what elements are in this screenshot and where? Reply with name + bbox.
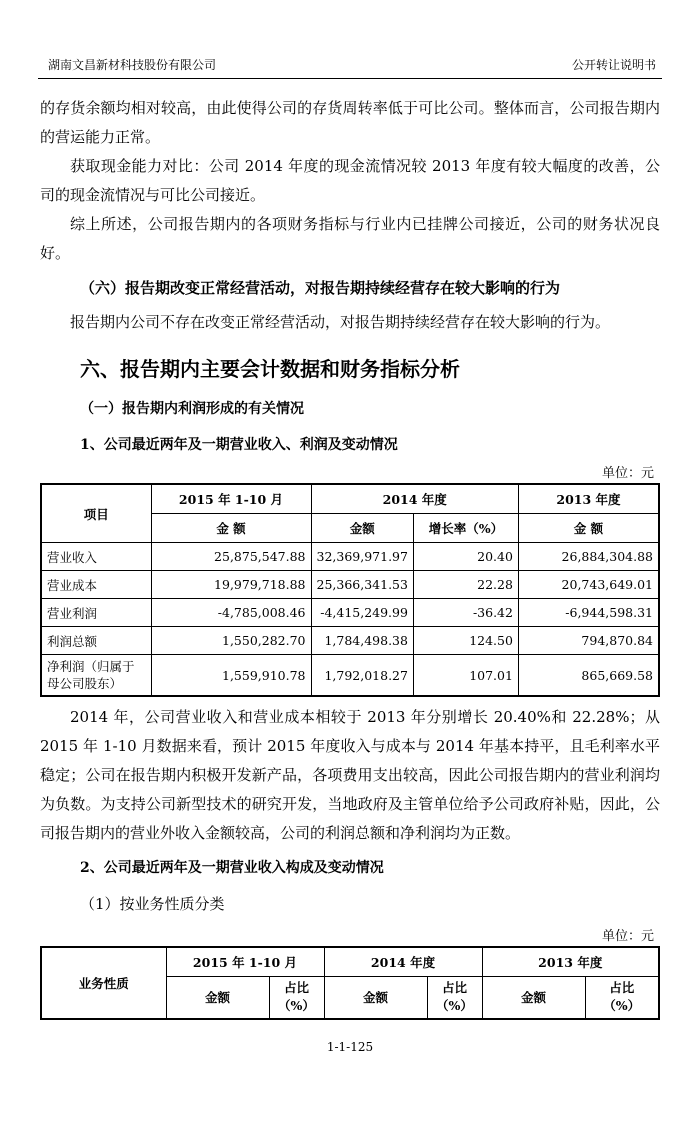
th-amount-2014: 金额 [311,514,413,543]
cell-2014: 1,784,498.38 [311,627,413,655]
th-ratio-2013 [585,977,659,1019]
header-doc-title: 公开转让说明书 [571,58,656,72]
profit-table [40,483,660,697]
table-row [41,655,659,697]
section-heading: 六、报告期内主要会计数据和财务指标分析 [80,357,460,381]
table2-unit: 单位：元 [601,929,654,944]
cell-2015: -4,785,008.46 [151,599,311,627]
cell-2014: 25,366,341.53 [311,571,413,599]
table-row [41,543,659,571]
th-2015: 2015 年 1-10 月 [166,947,324,977]
table-row [41,627,659,655]
th-amount-2015: 金额 [166,977,269,1019]
row-item: 利润总额 [41,627,151,655]
cell-2014: 1,792,018.27 [311,655,413,697]
ratio-unit: （%） [278,998,315,1014]
header-company: 湖南文昌新材科技股份有限公司 [48,58,217,72]
cell-2013: 794,870.84 [518,627,659,655]
row-item-line1: 净利润（归属于 [47,659,135,674]
cell-growth: 124.50 [413,627,518,655]
ratio-label: 占比 [283,980,309,996]
cell-growth: 22.28 [413,571,518,599]
heading-six-sub: （六）报告期改变正常经营活动，对报告期持续经营存在较大影响的行为 [80,279,561,297]
cell-2015: 19,979,718.88 [151,571,311,599]
row-item-line2: 母公司股东） [47,676,123,691]
th-amount-2013: 金额 [482,977,585,1019]
cell-2015: 1,559,910.78 [151,655,311,697]
paragraph-cashflow: 获取现金能力对比：公司 2014 年度的现金流情况较 2013 年度有较大幅度的改善，公司的现金流情况与可比公司接近。 [40,157,660,204]
ratio-label: 占比 [441,980,467,996]
th-ratio-2015 [269,977,324,1019]
heading-one: （一）报告期内利润形成的有关情况 [80,401,304,417]
th-2014: 2014 年度 [311,484,518,514]
th-2014: 2014 年度 [324,947,482,977]
ratio-label: 占比 [609,980,635,996]
heading-1: 1、公司最近两年及一期营业收入、利润及变动情况 [80,437,398,453]
cell-growth: 20.40 [413,543,518,571]
heading-2: 2、公司最近两年及一期营业收入构成及变动情况 [80,860,384,876]
row-item: 营业利润 [41,599,151,627]
cell-2013: -6,944,598.31 [518,599,659,627]
ratio-unit: （%） [436,998,473,1014]
th-2015: 2015 年 1-10 月 [151,484,311,514]
th-amount-2015: 金 额 [151,514,311,543]
table-row [41,599,659,627]
paragraph-inventory: 的存货余额均相对较高，由此使得公司的存货周转率低于可比公司。整体而言，公司报告期内的营运能力正常。 [40,99,660,146]
th-amount-2013: 金 额 [518,514,659,543]
cell-2015: 25,875,547.88 [151,543,311,571]
row-item: 营业成本 [41,571,151,599]
page-number: 1-1-125 [326,1040,374,1054]
row-item: 营业收入 [41,543,151,571]
th-growth: 增长率（%） [413,514,518,543]
table1-unit: 单位：元 [601,466,654,481]
paragraph-summary: 综上所述，公司报告期内的各项财务指标与行业内已挂牌公司接近，公司的财务状况良好。 [40,215,660,262]
cell-2013: 865,669.58 [518,655,659,697]
row-item [41,655,151,697]
page-header [38,56,662,79]
th-ratio-2014 [427,977,482,1019]
cell-2014: 32,369,971.97 [311,543,413,571]
cell-2014: -4,415,249.99 [311,599,413,627]
th-amount-2014: 金额 [324,977,427,1019]
cell-2013: 20,743,649.01 [518,571,659,599]
th-2013: 2013 年度 [482,947,659,977]
paragraph-analysis: 2014 年，公司营业收入和营业成本相较于 2013 年分别增长 20.40%和 22.28%；从 2015 年 1-10 月数据来看，预计 2015 年度收入与成本与 2014 年基本持平，且毛利率水平稳定；公司在报告期内积极开发新产品，各项费用支出较高，因此公司报告期内的营业利润均为负数。为支持公司新型技术的研究开发，当地政府及主管单位给予公司政府补贴，因此，公司报告期内的营业外收入金额较高，公司的利润总额和净利润均为正数。 [40,708,660,842]
cell-growth: -36.42 [413,599,518,627]
cell-2013: 26,884,304.88 [518,543,659,571]
heading-2-1: （1）按业务性质分类 [80,895,225,913]
paragraph-no-change: 报告期内公司不存在改变正常经营活动，对报告期持续经营存在较大影响的行为。 [70,313,611,331]
cell-2015: 1,550,282.70 [151,627,311,655]
th-nature: 业务性质 [41,947,166,1019]
th-item: 项目 [41,484,151,543]
table-row [41,571,659,599]
ratio-unit: （%） [603,998,641,1014]
th-2013: 2013 年度 [518,484,659,514]
cell-growth: 107.01 [413,655,518,697]
page-content [40,94,660,1020]
revenue-nature-table [40,946,660,1020]
